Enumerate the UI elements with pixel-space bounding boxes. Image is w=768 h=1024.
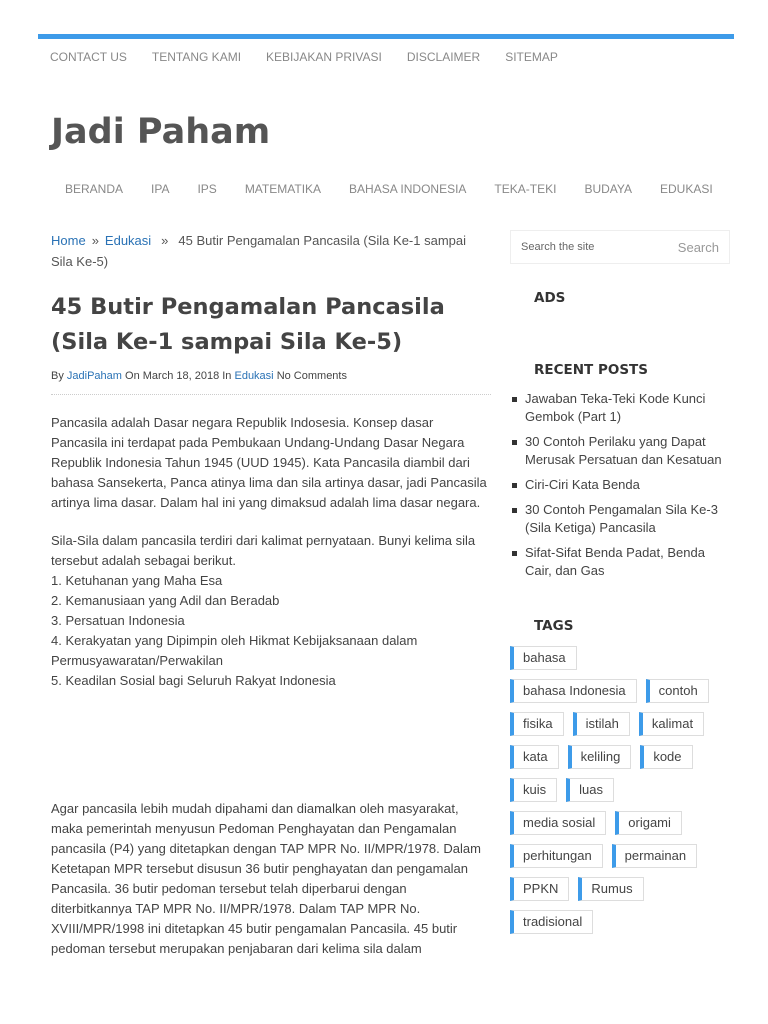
recent-post-link[interactable]: 30 Contoh Pengamalan Sila Ke-3 (Sila Ketiga) Pancasila bbox=[510, 501, 730, 537]
top-accent-bar bbox=[38, 34, 734, 39]
tag-ppkn[interactable]: PPKN bbox=[510, 877, 569, 901]
sila-block bbox=[51, 531, 491, 691]
sila-intro: Sila-Sila dalam pancasila terdiri dari kalimat pernyataan. Bunyi kelima sila tersebut adalah sebagai berikut. bbox=[51, 533, 476, 568]
tag-luas[interactable]: luas bbox=[566, 778, 614, 802]
tag-cloud bbox=[510, 646, 730, 934]
recent-post-link[interactable]: Ciri-Ciri Kata Benda bbox=[510, 476, 730, 494]
top-nav-disclaimer[interactable]: DISCLAIMER bbox=[406, 50, 481, 64]
breadcrumb bbox=[51, 230, 491, 272]
sila-item: 4. Kerakyatan yang Dipimpin oleh Hikmat Kebijaksanaan dalam Permusyawaratan/Perwakilan bbox=[51, 633, 418, 668]
meta-category-link[interactable]: Edukasi bbox=[234, 370, 274, 382]
tag-bahasa-indonesia[interactable]: bahasa Indonesia bbox=[510, 679, 637, 703]
ad-space bbox=[51, 691, 491, 799]
top-nav bbox=[38, 48, 571, 66]
recent-post-link[interactable]: Sifat-Sifat Benda Padat, Benda Cair, dan Gas bbox=[510, 544, 730, 580]
sila-item: 2. Kemanusiaan yang Adil dan Beradab bbox=[51, 593, 280, 608]
main-nav-beranda[interactable]: BERANDA bbox=[65, 182, 124, 196]
main-nav-ips[interactable]: IPS bbox=[197, 182, 217, 196]
sidebar bbox=[510, 230, 730, 943]
main-nav-matematika[interactable]: MATEMATIKA bbox=[244, 182, 322, 196]
breadcrumb-home[interactable]: Home bbox=[51, 233, 86, 248]
tag-contoh[interactable]: contoh bbox=[646, 679, 709, 703]
search-input[interactable] bbox=[511, 231, 659, 263]
meta-date: On March 18, 2018 In bbox=[125, 370, 232, 382]
tag-row bbox=[510, 679, 730, 703]
tag-keliling[interactable]: keliling bbox=[568, 745, 632, 769]
tag-row bbox=[510, 712, 730, 736]
main-nav-bahasa-indonesia[interactable]: BAHASA INDONESIA bbox=[349, 182, 467, 196]
tag-perhitungan[interactable]: perhitungan bbox=[510, 844, 603, 868]
main-nav-ipa[interactable]: IPA bbox=[151, 182, 170, 196]
tag-tradisional[interactable]: tradisional bbox=[510, 910, 593, 934]
main-nav bbox=[51, 180, 727, 198]
sila-item: 1. Ketuhanan yang Maha Esa bbox=[51, 573, 223, 588]
meta-by: By bbox=[51, 370, 64, 382]
tag-bahasa[interactable]: bahasa bbox=[510, 646, 577, 670]
tag-row bbox=[510, 745, 730, 769]
recent-post-link[interactable]: 30 Contoh Perilaku yang Dapat Merusak Persatuan dan Kesatuan bbox=[510, 433, 730, 469]
meta-comments: No Comments bbox=[276, 370, 347, 382]
tag-kode[interactable]: kode bbox=[640, 745, 692, 769]
tag-media-sosial[interactable]: media sosial bbox=[510, 811, 606, 835]
breadcrumb-category[interactable]: Edukasi bbox=[104, 233, 152, 248]
search-form bbox=[510, 230, 730, 264]
tag-row bbox=[510, 811, 730, 835]
tag-row bbox=[510, 910, 730, 934]
top-nav-tentang-kami[interactable]: TENTANG KAMI bbox=[151, 50, 242, 64]
meta-author-link[interactable]: JadiPaham bbox=[66, 370, 122, 382]
breadcrumb-current: 45 Butir Pengamalan Pancasila (Sila Ke-1 sampai Sila Ke-5) bbox=[51, 233, 467, 269]
tag-kata[interactable]: kata bbox=[510, 745, 559, 769]
post-paragraph: Agar pancasila lebih mudah dipahami dan diamalkan oleh masyarakat, maka pemerintah menyusun Pedoman Penghayatan dan Pengamalan pancasila (P4) yang ditetapkan dengan TAP MPR No. II/MPR/1978. Dalam Ketetapan MPR tersebut disusun 36 butir penghayatan dan pengamalan Pancasila. 36 butir pedoman tersebut telah diperbarui dengan diterbitkannya TAP MPR No. II/MPR/1978. Dalam TAP MPR No. XVIII/MPR/1998 ini ditetapkan 45 butir pengamalan Pancasila. 45 butir pedoman tersebut merupakan penjabaran dari kelima sila dalam bbox=[51, 801, 481, 956]
sila-item: 3. Persatuan Indonesia bbox=[51, 613, 185, 628]
tag-row bbox=[510, 844, 730, 868]
recent-posts-list bbox=[510, 390, 730, 580]
main-content bbox=[51, 230, 491, 959]
recent-posts-title: RECENT POSTS bbox=[534, 362, 648, 378]
breadcrumb-separator: » bbox=[161, 233, 169, 248]
tag-fisika[interactable]: fisika bbox=[510, 712, 564, 736]
breadcrumb-separator: » bbox=[91, 233, 99, 248]
main-nav-teka-teki[interactable]: TEKA-TEKI bbox=[494, 182, 557, 196]
tag-permainan[interactable]: permainan bbox=[612, 844, 697, 868]
top-nav-kebijakan-privasi[interactable]: KEBIJAKAN PRIVASI bbox=[266, 50, 382, 64]
tag-istilah[interactable]: istilah bbox=[573, 712, 630, 736]
tag-kalimat[interactable]: kalimat bbox=[639, 712, 704, 736]
post-meta bbox=[51, 370, 491, 395]
recent-post-link[interactable]: Jawaban Teka-Teki Kode Kunci Gembok (Part 1) bbox=[510, 390, 730, 426]
tag-row bbox=[510, 646, 730, 670]
site-title[interactable]: Jadi Paham bbox=[51, 112, 271, 152]
main-nav-budaya[interactable]: BUDAYA bbox=[584, 182, 633, 196]
ads-widget-title: ADS bbox=[534, 290, 566, 306]
tag-rumus[interactable]: Rumus bbox=[578, 877, 643, 901]
tags-title: TAGS bbox=[534, 618, 574, 634]
search-button[interactable]: Search bbox=[678, 240, 729, 255]
tag-kuis[interactable]: kuis bbox=[510, 778, 557, 802]
top-nav-sitemap[interactable]: SITEMAP bbox=[505, 50, 558, 64]
post-title: 45 Butir Pengamalan Pancasila (Sila Ke-1 sampai Sila Ke-5) bbox=[51, 294, 445, 355]
post-paragraph: Pancasila adalah Dasar negara Republik Indosesia. Konsep dasar Pancasila ini terdapat pada Pembukaan Undang-Undang Dasar Negara Republik Indonesia Tahun 1945 (UUD 1945). Kata Pancasila diambil dari bahasa Sansekerta, Panca atinya lima dan sila artinya dasar, jadi Pancasila artinya lima dasar. Dalam hal ini yang dimaksud adalah lima dasar negara. bbox=[51, 415, 487, 510]
tag-origami[interactable]: origami bbox=[615, 811, 682, 835]
main-nav-edukasi[interactable]: EDUKASI bbox=[660, 182, 713, 196]
tag-row bbox=[510, 778, 730, 802]
sila-item: 5. Keadilan Sosial bagi Seluruh Rakyat Indonesia bbox=[51, 673, 336, 688]
tag-row bbox=[510, 877, 730, 901]
top-nav-contact-us[interactable]: CONTACT US bbox=[50, 50, 127, 64]
